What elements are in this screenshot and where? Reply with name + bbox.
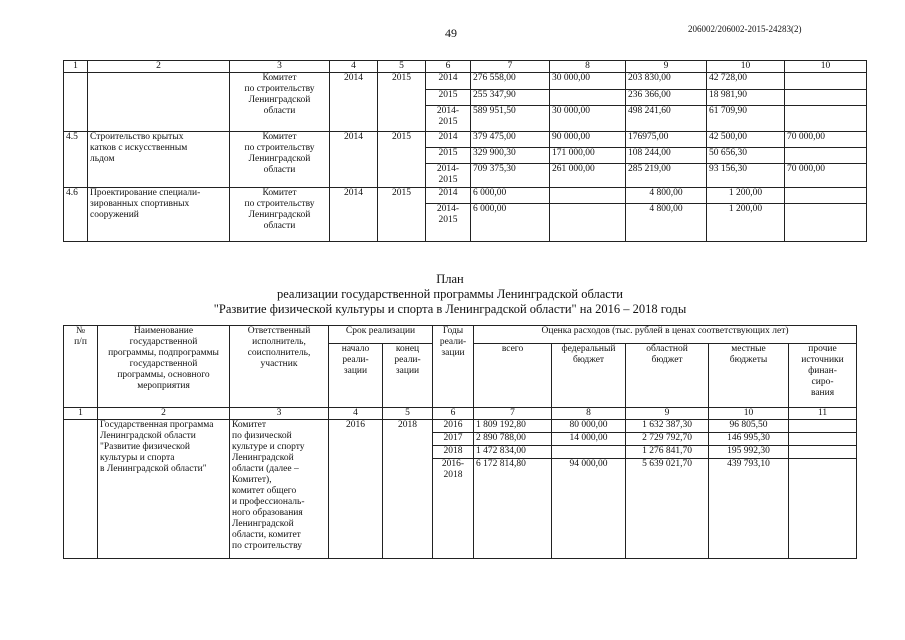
plan-subtitle: реализации государственной программы Ленинградской области bbox=[276, 287, 623, 301]
cell-regional: 4 800,00 bbox=[626, 188, 707, 204]
col-num: 10 bbox=[785, 61, 867, 73]
cell-total: 1 472 834,00 bbox=[474, 446, 552, 459]
cell-local: 146 995,30 bbox=[709, 433, 789, 446]
cell-federal: 90 000,00 bbox=[550, 132, 626, 148]
col-num: 9 bbox=[626, 408, 709, 420]
cell-total: 329 900,30 bbox=[471, 148, 550, 164]
cell-local: 61 709,90 bbox=[707, 106, 785, 132]
header-org: Ответственный исполнитель, соисполнитель, участник bbox=[230, 326, 329, 408]
col-num: 5 bbox=[378, 61, 426, 73]
row-org: Комитет по строительству Ленинградской области bbox=[230, 73, 330, 132]
cell-regional: 5 639 021,70 bbox=[626, 459, 709, 559]
cell-regional: 1 276 841,70 bbox=[626, 446, 709, 459]
row-number bbox=[64, 73, 88, 132]
cell-total: 276 558,00 bbox=[471, 73, 550, 90]
cell-other bbox=[785, 204, 867, 242]
page-number: 49 bbox=[445, 26, 457, 40]
cell-regional: 4 800,00 bbox=[626, 204, 707, 242]
cell-other bbox=[785, 73, 867, 90]
cell-local: 50 656,30 bbox=[707, 148, 785, 164]
row-end: 2015 bbox=[378, 73, 426, 132]
header-name: Наименование государственной программы, подпрограммы государственной программы, основного мероприятия bbox=[98, 326, 230, 408]
col-num: 11 bbox=[789, 408, 857, 420]
cell-local: 42 728,00 bbox=[707, 73, 785, 90]
row-name: Проектирование специали- зированных спортивных сооружений bbox=[88, 188, 230, 242]
cell-local: 42 500,00 bbox=[707, 132, 785, 148]
plan-table bbox=[63, 325, 857, 559]
cell-total: 2 890 788,00 bbox=[474, 433, 552, 446]
cell-federal: 94 000,00 bbox=[552, 459, 626, 559]
document-id: 206002/206002-2015-24283(2) bbox=[688, 24, 802, 34]
cell-local: 18 981,90 bbox=[707, 90, 785, 106]
cell-year: 2014 bbox=[426, 132, 471, 148]
col-num: 7 bbox=[471, 61, 550, 73]
cell-total: 6 172 814,80 bbox=[474, 459, 552, 559]
col-num: 3 bbox=[230, 408, 329, 420]
cell-federal: 261 000,00 bbox=[550, 164, 626, 188]
row-org: Комитет по строительству Ленинградской области bbox=[230, 132, 330, 188]
cell-local: 1 200,00 bbox=[707, 204, 785, 242]
col-num: 2 bbox=[98, 408, 230, 420]
cell-regional: 203 830,00 bbox=[626, 73, 707, 90]
cell-other: 70 000,00 bbox=[785, 164, 867, 188]
col-num: 10 bbox=[709, 408, 789, 420]
cell-total: 255 347,90 bbox=[471, 90, 550, 106]
row-org: Комитет по строительству Ленинградской области bbox=[230, 188, 330, 242]
cell-federal bbox=[550, 188, 626, 204]
col-num: 5 bbox=[383, 408, 433, 420]
col-num: 1 bbox=[64, 61, 88, 73]
header-federal: федеральный бюджет bbox=[552, 344, 626, 408]
row-name: Строительство крытых катков с искусственным льдом bbox=[88, 132, 230, 188]
cell-regional: 176975,00 bbox=[626, 132, 707, 148]
cell-year: 2015 bbox=[426, 148, 471, 164]
row-end: 2015 bbox=[378, 132, 426, 188]
col-num: 6 bbox=[426, 61, 471, 73]
cell-total: 6 000,00 bbox=[471, 188, 550, 204]
table-row bbox=[64, 132, 867, 148]
cell-federal: 80 000,00 bbox=[552, 420, 626, 433]
table-continuation bbox=[63, 60, 867, 242]
header-num: № п/п bbox=[64, 326, 98, 408]
cell-regional: 498 241,60 bbox=[626, 106, 707, 132]
row-number bbox=[64, 420, 98, 559]
cell-year: 2016 bbox=[433, 420, 474, 433]
cell-other bbox=[785, 188, 867, 204]
cell-total: 589 951,50 bbox=[471, 106, 550, 132]
row-name bbox=[88, 73, 230, 132]
cell-year: 2014- 2015 bbox=[426, 164, 471, 188]
col-num: 9 bbox=[626, 61, 707, 73]
header-costs: Оценка расходов (тыс. рублей в ценах соответствующих лет) bbox=[474, 326, 857, 344]
col-num: 4 bbox=[330, 61, 378, 73]
cell-local: 93 156,30 bbox=[707, 164, 785, 188]
row-number: 4.5 bbox=[64, 132, 88, 188]
cell-total: 709 375,30 bbox=[471, 164, 550, 188]
cell-regional: 2 729 792,70 bbox=[626, 433, 709, 446]
plan-program-name: "Развитие физической культуры и спорта в Ленинградской области" на 2016 – 2018 годы bbox=[213, 302, 687, 316]
column-number-row bbox=[64, 408, 857, 420]
col-num: 6 bbox=[433, 408, 474, 420]
table-row bbox=[64, 420, 857, 433]
header-start: начало реали- зации bbox=[329, 344, 383, 408]
col-num: 4 bbox=[329, 408, 383, 420]
cell-total: 1 809 192,80 bbox=[474, 420, 552, 433]
cell-other bbox=[785, 90, 867, 106]
cell-other bbox=[789, 446, 857, 459]
header-regional: областной бюджет bbox=[626, 344, 709, 408]
cell-federal bbox=[550, 204, 626, 242]
header-years: Годы реали- зации bbox=[433, 326, 474, 408]
cell-federal: 171 000,00 bbox=[550, 148, 626, 164]
cell-federal: 30 000,00 bbox=[550, 106, 626, 132]
table-row bbox=[64, 188, 867, 204]
cell-total: 6 000,00 bbox=[471, 204, 550, 242]
cell-federal bbox=[552, 446, 626, 459]
cell-year: 2014 bbox=[426, 188, 471, 204]
cell-regional: 236 366,00 bbox=[626, 90, 707, 106]
cell-federal: 14 000,00 bbox=[552, 433, 626, 446]
cell-federal bbox=[550, 90, 626, 106]
row-start: 2016 bbox=[329, 420, 383, 559]
plan-title: План bbox=[436, 272, 464, 286]
cell-other bbox=[789, 459, 857, 559]
col-num: 7 bbox=[474, 408, 552, 420]
col-num: 10 bbox=[707, 61, 785, 73]
cell-year: 2014- 2015 bbox=[426, 106, 471, 132]
header-term: Срок реализации bbox=[329, 326, 433, 344]
cell-regional: 285 219,00 bbox=[626, 164, 707, 188]
cell-federal: 30 000,00 bbox=[550, 73, 626, 90]
cell-year: 2018 bbox=[433, 446, 474, 459]
col-num: 8 bbox=[552, 408, 626, 420]
header-total: всего bbox=[474, 344, 552, 408]
header-local: местные бюджеты bbox=[709, 344, 789, 408]
cell-year: 2017 bbox=[433, 433, 474, 446]
cell-local: 195 992,30 bbox=[709, 446, 789, 459]
cell-other bbox=[785, 106, 867, 132]
row-start: 2014 bbox=[330, 73, 378, 132]
cell-regional: 108 244,00 bbox=[626, 148, 707, 164]
row-end: 2015 bbox=[378, 188, 426, 242]
header-row bbox=[64, 326, 857, 344]
cell-other bbox=[789, 420, 857, 433]
col-num: 8 bbox=[550, 61, 626, 73]
cell-year: 2014 bbox=[426, 73, 471, 90]
header-other: прочие источники финан- сиро- вания bbox=[789, 344, 857, 408]
row-number: 4.6 bbox=[64, 188, 88, 242]
row-end: 2018 bbox=[383, 420, 433, 559]
cell-year: 2016- 2018 bbox=[433, 459, 474, 559]
cell-local: 439 793,10 bbox=[709, 459, 789, 559]
cell-total: 379 475,00 bbox=[471, 132, 550, 148]
cell-local: 1 200,00 bbox=[707, 188, 785, 204]
col-num: 1 bbox=[64, 408, 98, 420]
row-name: Государственная программа Ленинградской области "Развитие физической культуры и спорта в Ленинградской области" bbox=[98, 420, 230, 559]
cell-other: 70 000,00 bbox=[785, 132, 867, 148]
cell-regional: 1 632 387,30 bbox=[626, 420, 709, 433]
table-row bbox=[64, 73, 867, 90]
cell-year: 2014- 2015 bbox=[426, 204, 471, 242]
cell-local: 96 805,50 bbox=[709, 420, 789, 433]
row-start: 2014 bbox=[330, 132, 378, 188]
column-number-row bbox=[64, 61, 867, 73]
row-start: 2014 bbox=[330, 188, 378, 242]
col-num: 3 bbox=[230, 61, 330, 73]
header-end: конец реали- зации bbox=[383, 344, 433, 408]
row-org: Комитет по физической культуре и спорту Ленинградской области (далее – Комитет), комитет общего и профессиональ- ного образования Ленинградской области, комитет по строительству bbox=[230, 420, 329, 559]
cell-other bbox=[785, 148, 867, 164]
cell-year: 2015 bbox=[426, 90, 471, 106]
cell-other bbox=[789, 433, 857, 446]
col-num: 2 bbox=[88, 61, 230, 73]
